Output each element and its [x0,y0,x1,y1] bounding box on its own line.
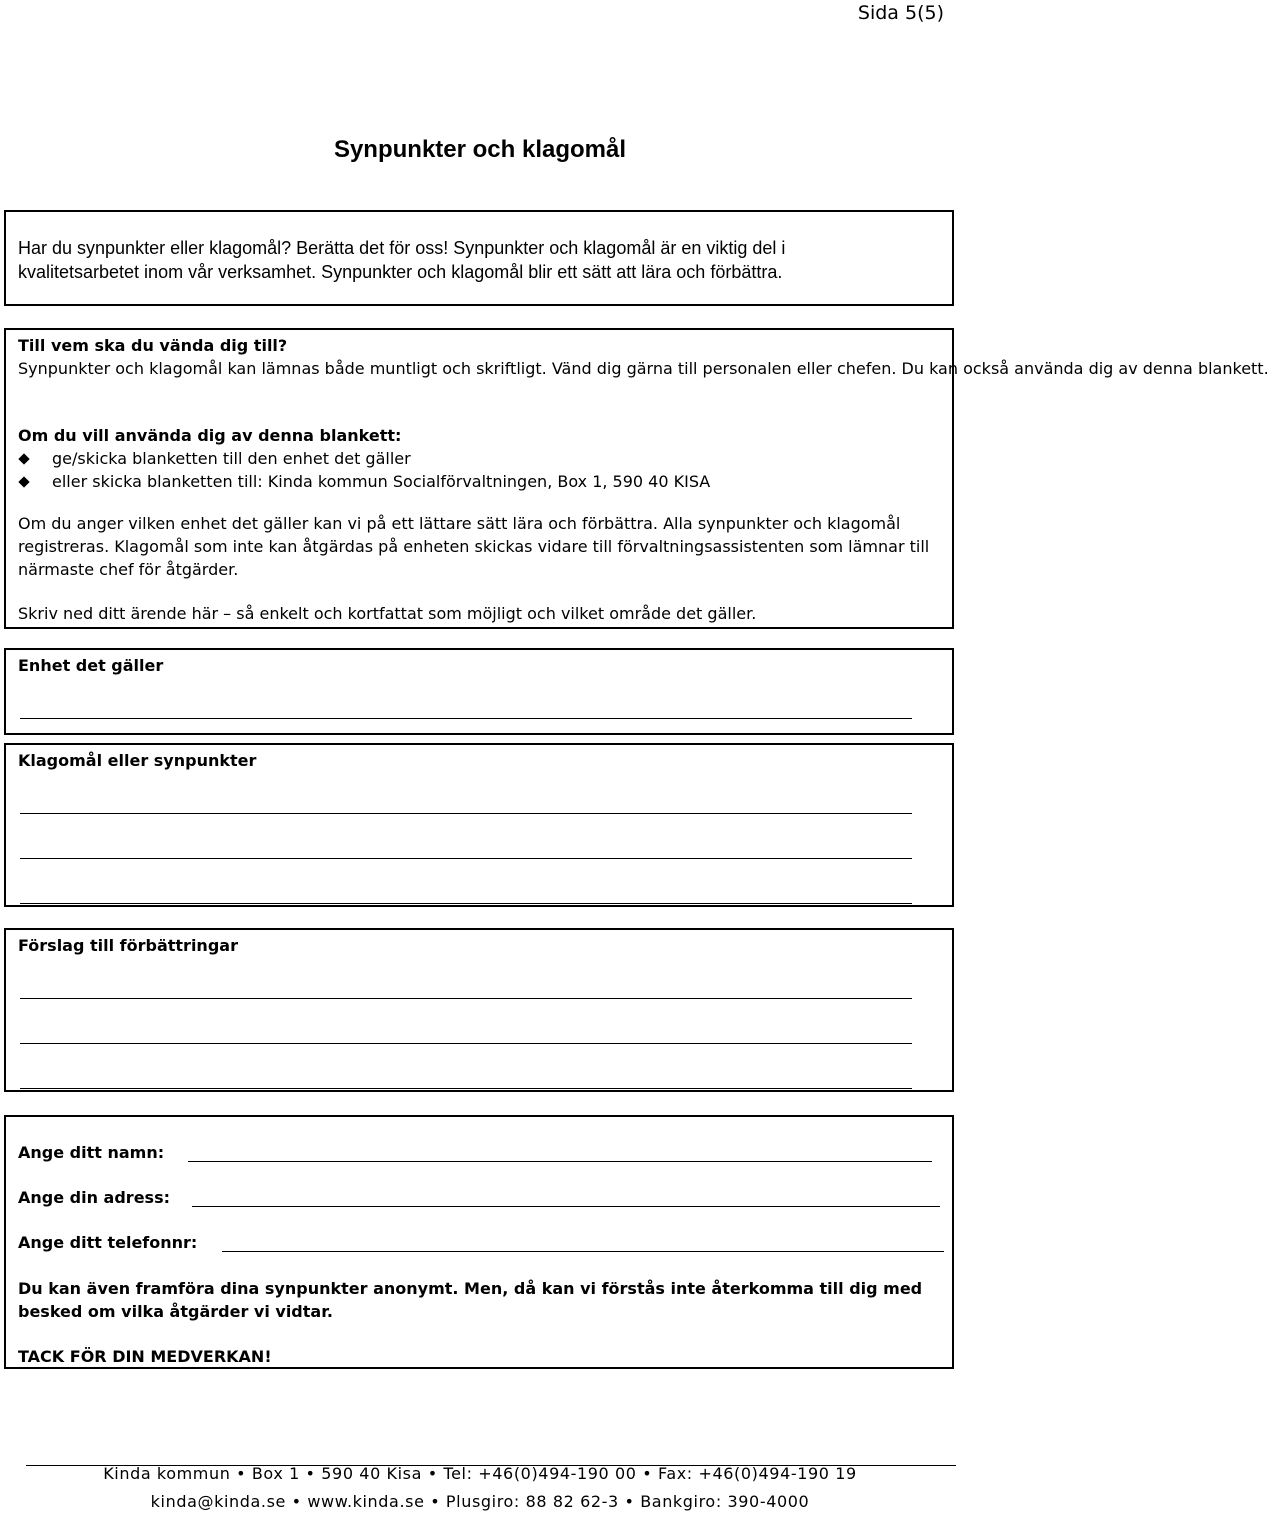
complaint-write-line[interactable] [20,903,912,904]
unit-heading: Enhet det gäller [18,656,164,675]
bullet-text: eller skicka blanketten till: Kinda kommun Socialförvaltningen, Box 1, 590 40 KISA [52,472,711,491]
suggestions-box [4,928,954,1092]
usage-heading: Om du vill använda dig av denna blankett: [18,426,402,445]
intro-line-2: kvalitetsarbetet inom vår verksamhet. Synpunkter och klagomål blir ett sätt att lära och förbättra. [18,262,783,282]
complaint-write-line[interactable] [20,813,912,814]
complaint-heading: Klagomål eller synpunkter [18,751,257,770]
bullet-item [18,470,942,493]
info-heading: Till vem ska du vända dig till? [18,336,288,355]
bullet-text: ge/skicka blanketten till den enhet det gäller [52,449,411,468]
suggestions-write-line[interactable] [20,1043,912,1044]
suggestions-write-line[interactable] [20,998,912,999]
anonymous-note: Du kan även framföra dina synpunkter anonymt. Men, då kan vi förstås inte återkomma till dig med besked om vilka åtgärder vi vidtar. [18,1279,923,1321]
suggestions-write-line[interactable] [20,1088,912,1089]
info-line-1 [18,357,1269,380]
complaint-write-line[interactable] [20,858,912,859]
footer-line-2: kinda@kinda.se • www.kinda.se • Plusgiro: 88 82 62-3 • Bankgiro: 390-4000 [150,1492,810,1511]
info-paragraph: Om du anger vilken enhet det gäller kan vi på ett lättare sätt lära och förbättra. Alla synpunkter och klagomål registreras. Klagomål som inte kan åtgärdas på enheten skickas vidare till förvaltningsassistenten som lämnar till närmaste chef för åtgärder. [18,514,930,579]
bullet-item [18,447,942,470]
thanks-text: TACK FÖR DIN MEDVERKAN! [18,1347,272,1366]
phone-field[interactable] [222,1251,944,1252]
info-box [4,328,1269,629]
page-number: Sida 5(5) [857,2,944,24]
complaint-box [4,743,954,907]
page-title: Synpunkter och klagomål [333,136,627,163]
diamond-bullet-icon [18,453,29,464]
intro-box [4,210,954,306]
footer-line-1: Kinda kommun • Box 1 • 590 40 Kisa • Tel: +46(0)494-190 00 • Fax: +46(0)494-190 19 [103,1464,857,1483]
intro-line-1: Har du synpunkter eller klagomål? Berätta det för oss! Synpunkter och klagomål är en viktig del i [18,238,786,258]
name-label: Ange ditt namn: [18,1143,165,1162]
unit-box [4,648,954,735]
unit-write-line[interactable] [20,718,912,719]
address-field[interactable] [192,1206,940,1207]
phone-label: Ange ditt telefonnr: [18,1233,198,1252]
suggestions-heading: Förslag till förbättringar [18,936,238,955]
name-field[interactable] [188,1161,932,1162]
instruction-text: Skriv ned ditt ärende här – så enkelt och kortfattat som möjligt och vilket område det gäller. [18,604,757,623]
diamond-bullet-icon [18,476,29,487]
info-line-1-text: Synpunkter och klagomål kan lämnas både muntligt och skriftligt. [18,359,547,378]
address-label: Ange din adress: [18,1188,170,1207]
info-line-2-text: Vänd dig gärna till personalen eller chefen. Du kan också använda dig av denna blankett. [551,359,1269,378]
contact-box [4,1115,954,1369]
